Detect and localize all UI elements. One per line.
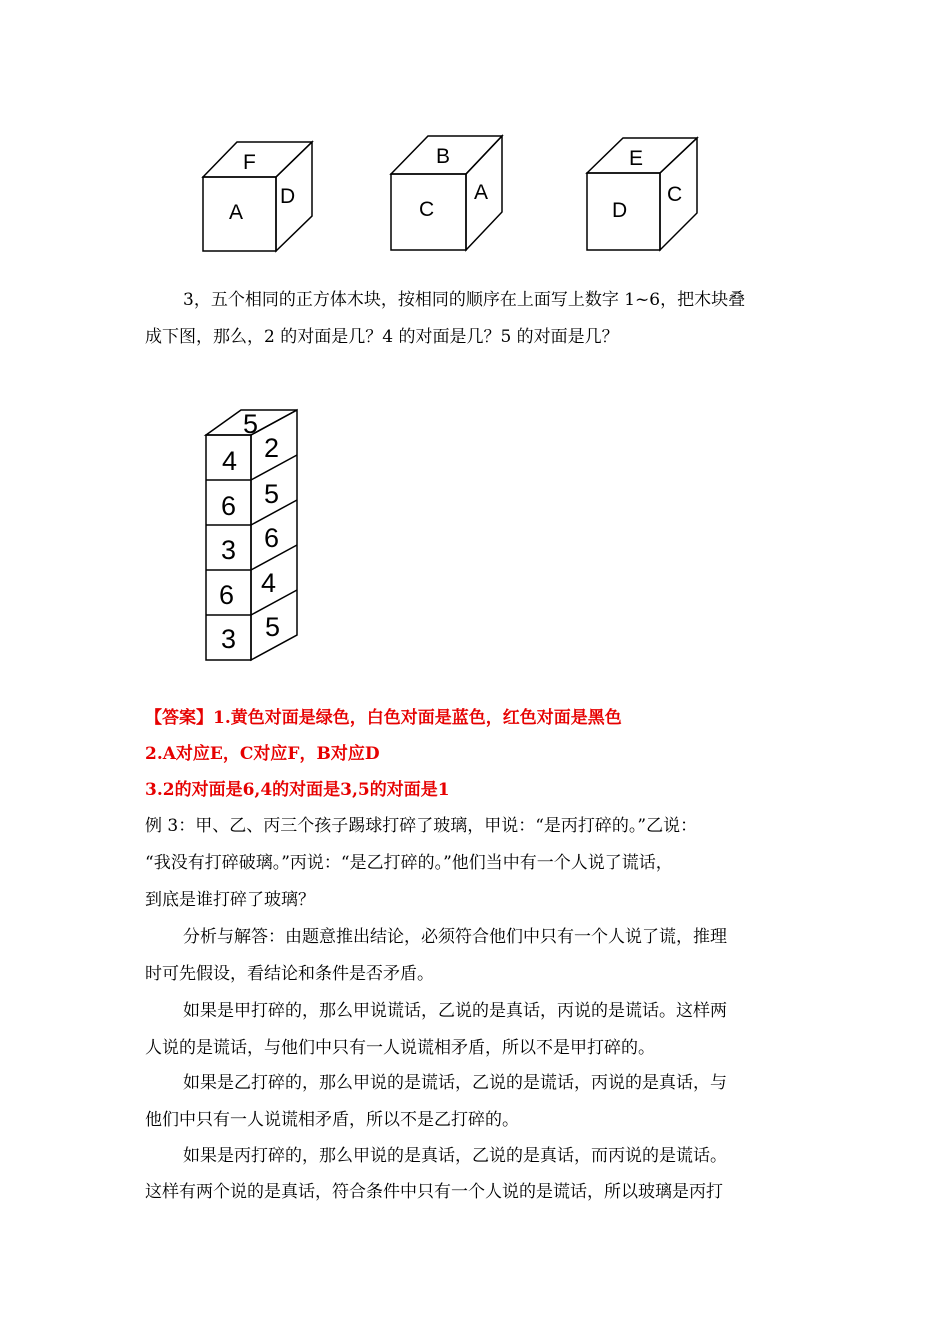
problem3-line-2: 成下图，那么，2 的对面是几？4 的对面是几？5 的对面是几？ (145, 327, 619, 347)
stack-front-5: 3 (221, 624, 237, 654)
example3-line-1: 例 3：甲、乙、丙三个孩子踢球打碎了玻璃，甲说：“是丙打碎的。”乙说： (145, 816, 698, 836)
stack-top-label: 5 (243, 409, 259, 439)
example3-line-3: 到底是谁打碎了玻璃？ (145, 890, 315, 910)
example3-line-10: 如果是丙打碎的，那么甲说的是真话，乙说的是真话，而丙说的是谎话。 (183, 1146, 727, 1166)
example3-line-4: 分析与解答：由题意推出结论，必须符合他们中只有一个人说了谎，推理 (183, 927, 727, 947)
problem3-line-1: 3，五个相同的正方体木块，按相同的顺序在上面写上数字 1~6，把木块叠 (183, 290, 746, 310)
stack-side-5: 5 (265, 612, 281, 642)
cube-3-side-label: C (667, 183, 683, 206)
stack-front-3: 3 (221, 535, 237, 565)
example3-line-9: 他们中只有一人说谎相矛盾，所以不是乙打碎的。 (145, 1110, 519, 1130)
stack-side-2: 5 (264, 479, 280, 509)
cube-2-front-label: C (419, 198, 435, 221)
example3-line-11: 这样有两个说的是真话，符合条件中只有一个人说的是谎话，所以玻璃是丙打 (145, 1182, 723, 1202)
cube-2-side-label: A (474, 181, 489, 204)
cube-1-side-label: D (280, 185, 296, 208)
cube-2-top-label: B (436, 145, 451, 168)
example3-line-7: 人说的是谎话，与他们中只有一人说谎相矛盾，所以不是甲打碎的。 (145, 1038, 655, 1058)
example3-line-2: “我没有打碎破璃。”丙说：“是乙打碎的。”他们当中有一个人说了谎话， (145, 853, 673, 873)
answer-line-2: 2.A对应E，C对应F，B对应D (145, 744, 380, 764)
cube-1-front-label: A (229, 201, 244, 224)
cube-3-front-label: D (612, 199, 628, 222)
stack-front-2: 6 (221, 491, 237, 521)
example3-line-5: 时可先假设，看结论和条件是否矛盾。 (145, 964, 434, 984)
stack-side-1: 2 (264, 433, 280, 463)
stack-front-1: 4 (222, 446, 238, 476)
example3-line-8: 如果是乙打碎的，那么甲说的是谎话，乙说的是谎话，丙说的是真话，与 (183, 1073, 727, 1093)
cube-1-top-label: F (243, 151, 256, 174)
example3-line-6: 如果是甲打碎的，那么甲说谎话，乙说的是真话，丙说的是谎话。这样两 (183, 1001, 727, 1021)
answer-line-1: 【答案】1.黄色对面是绿色，白色对面是蓝色，红色对面是黑色 (145, 708, 622, 728)
stack-front-4: 6 (219, 580, 235, 610)
stack-side-3: 6 (264, 523, 280, 553)
answer-line-3: 3.2的对面是6,4的对面是3,5的对面是1 (145, 780, 450, 800)
cube-3-top-label: E (629, 147, 644, 170)
stack-side-4: 4 (261, 568, 277, 598)
